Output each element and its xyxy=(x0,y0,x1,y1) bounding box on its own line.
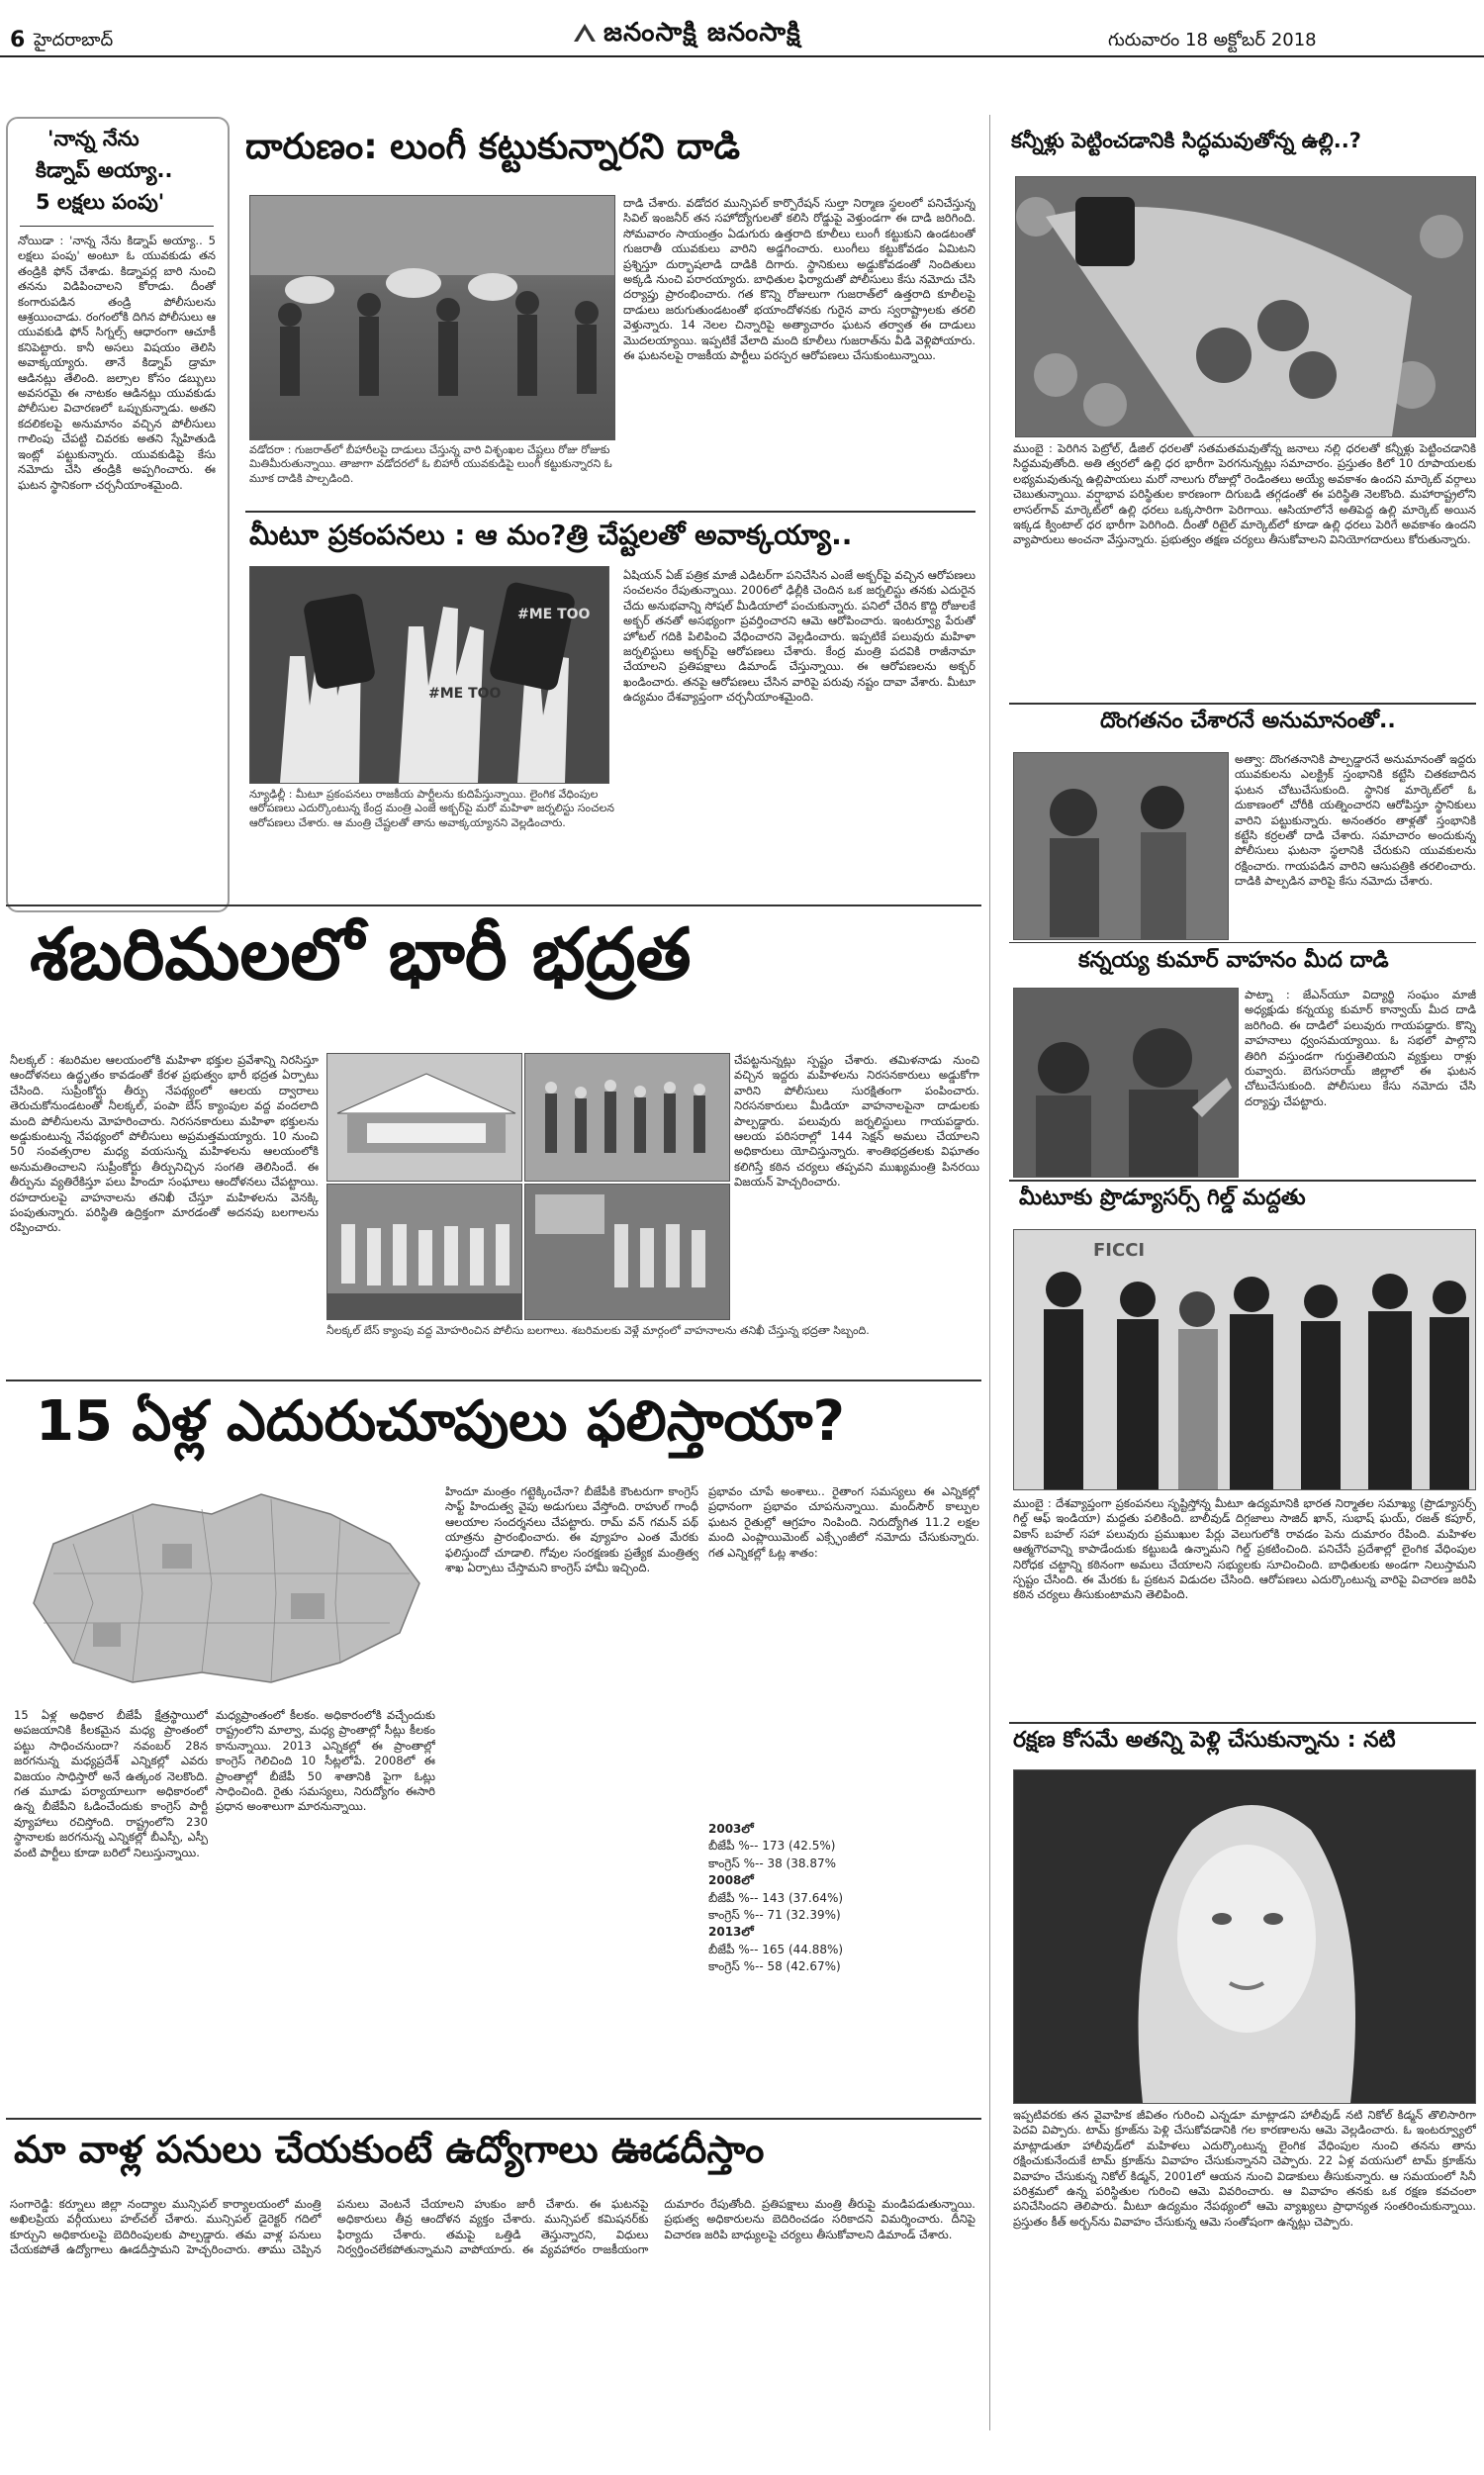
page-header xyxy=(0,0,1484,57)
theft-photo xyxy=(1013,752,1229,940)
mp-election-body-col1: 15 ఏళ్ల అధికార బీజేపీ క్షేత్రస్థాయిలో అపజయానికి కీలకమైన మధ్య ప్రాంతంలో పట్టు సాధించనుందా? నవంబర్ 28న జరగనున్న మధ్యప్రదేశ్ ఎన్నికల్లో ఎవరు విజయం సాధిస్తారో అనే ఉత్కంఠ నెలకొంది. గత మూడు పర్యాయాలుగా అధికారంలో ఉన్న బీజేపీని ఓడించేందుకు కాంగ్రెస్ పార్టీ వ్యూహాలు రచిస్తోంది. రాష్ట్రంలోని 230 స్థానాలకు జరగనున్న ఎన్నికల్లో బీఎస్పీ, ఎస్పీ వంటి పార్టీలు కూడా బరిలో నిలుస్తున్నాయి. xyxy=(14,1708,208,1859)
results-line: కాంగ్రెస్ %-- 58 (42.67%) xyxy=(708,1959,841,1974)
onion-photo xyxy=(1015,176,1476,437)
theft-body: అత్వా: దొంగతనానికి పాల్పడ్డారనే అనుమానంతో ఇద్దరు యువకులను ఎలక్ట్రిక్ స్తంభానికి కట్టేసి చితకబాదిన ఘటన చోటుచేసుకుంది. స్థానిక మార్కెట్‌లో ఓ దుకాణంలో చోరీకి యత్నించారని ఆరోపిస్తూ స్థానికులు వారిని పట్టుకున్నారు. అనంతరం తాళ్లతో స్తంభానికి కట్టేసి కర్రలతో దాడి చేశారు. సమాచారం అందుకున్న పోలీసులు ఘటనా స్థలానికి చేరుకుని యువకులను రక్షించారు. గాయపడిన వారిని ఆసుపత్రికి తరలించారు. దాడికి పాల్పడిన వారిపై కేసు నమోదు చేశారు. xyxy=(1235,752,1476,889)
kidman-headline: రక్షణ కోసమే అతన్ని పెళ్లి చేసుకున్నాను : నటి xyxy=(1013,1728,1396,1753)
lungi-headline: దారుణం: లుంగీ కట్టుకున్నారని దాడి xyxy=(245,127,741,167)
producers-photo xyxy=(1013,1229,1476,1490)
sabarimala-photo-4 xyxy=(524,1184,730,1320)
lungi-photo xyxy=(249,195,615,440)
sabarimala-photo-3 xyxy=(326,1184,522,1320)
results-line: బీజేపీ %-- 173 (42.5%) xyxy=(708,1839,836,1854)
issue-date: గురువారం 18 అక్టోబర్ 2018 xyxy=(1108,30,1317,50)
masthead: జనంసాక్షి జనంసాక్షి xyxy=(603,18,801,48)
kidman-body: ఇప్పటివరకు తన వైవాహిక జీవితం గురించి ఎన్నడూ మాట్లాడని హాలీవుడ్ నటి నికోల్ కిడ్మన్ తొలిసారిగా పెదవి విప్పారు. టామ్ క్రూజ్‌ను పెళ్లి చేసుకోవడానికి గల కారణాలను ఆమె వెల్లడించారు. ఓ ఇంటర్వ్యూలో మాట్లాడుతూ హాలీవుడ్‌లో మహిళలు ఎదుర్కొంటున్న లైంగిక వేధింపుల నుంచి తనను తాను రక్షించుకునేందుకే టామ్ క్రూజ్‌ను వివాహం చేసుకున్నానని చెప్పారు. 22 ఏళ్ల వయసులో టామ్ క్రూజ్‌ను వివాహం చేసుకున్న నికోల్ కిడ్మన్, 2001లో ఆయన నుంచి విడాకులు తీసుకున్నారు. ఆ సమయంలో సినీ పరిశ్రమలో ఉన్న పరిస్థితుల గురించి ఆమె వివరించారు. ఆ వివాహం తనకు ఒక రక్షణ కవచంలా పనిచేసిందని తెలిపారు. మీటూ ఉద్యమం నేపథ్యంలో ఆమె వ్యాఖ్యలు ప్రాధాన్యత సంతరించుకున్నాయి. ప్రస్తుతం కీత్ అర్బన్‌ను వివాహం చేసుకున్న ఆమె సంతోషంగా ఉన్నట్లు చెప్పారు. xyxy=(1013,2108,1476,2229)
sabarimala-photo-1 xyxy=(326,1053,522,1182)
kidnap-headline-line2: కిడ్నాప్ అయ్యా.. xyxy=(36,158,173,182)
lungi-body: దాడి చేశారు. వడోదర మున్సిపల్ కార్పొరేషన్ సుల్తా నిర్మాణ స్థలంలో పనిచేస్తున్న సివిల్ ఇంజనీర్ తన సహోద్యోగులతో కలిసి రోడ్డుపై వెళ్తుండగా ఈ దాడి జరిగింది. సోమవారం సాయంత్రం ఏడుగురు ఉత్తరాది కూలీలు లుంగీ కట్టుకుని ఉండటంతో గుజరాతీ యువకులు వారిని అడ్డగించారు. లుంగీలు కట్టుకోవడం ఏమిటని ప్రశ్నిస్తూ దుర్భాషలాడి దాడికి దిగారు. స్థానికులు అడ్డుకోవడంతో నిందితులు అక్కడి నుంచి పరారయ్యారు. బాధితుల ఫిర్యాదుతో పోలీసులు కేసు నమోదు చేసి దర్యాప్తు ప్రారంభించారు. గత కొన్ని రోజులుగా గుజరాత్‌లో ఉత్తరాది కూలీలపై దాడులు జరుగుతుండటంతో భయాందోళనకు గురైన వారు స్వరాష్ట్రాలకు తరలి వెళ్తున్నారు. 14 నెలల చిన్నారిపై అత్యాచారం ఘటన తర్వాత ఈ దాడులు మొదలయ్యాయి. ఇప్పటికే వేలాది మంది కూలీలు గుజరాత్‌ను వీడి వెళ్లిపోయారు. ఈ ఘటనలపై రాజకీయ పార్టీలు పరస్పర ఆరోపణలు చేసుకుంటున్నాయి. xyxy=(623,196,975,363)
metoo-body: ఏషియన్ ఏజ్ పత్రిక మాజీ ఎడిటర్‌గా పనిచేసిన ఎంజే అక్బర్‌పై వచ్చిన ఆరోపణలు సంచలనం రేపుతున్నాయి. 2006లో ఢిల్లీకి చెందిన ఒక జర్నలిస్టు తనకు ఎదురైన చేదు అనుభవాన్ని సోషల్ మీడియాలో పంచుకున్నారు. పనిలో చేరిన కొద్ది రోజులకే అక్బర్ తనతో అసభ్యంగా ప్రవర్తించారని ఆమె ఆరోపించారు. ఇంటర్వ్యూ పేరుతో హోటల్ గదికి పిలిపించి వేధించారని వెల్లడించారు. ఇప్పటికే పలువురు మహిళా జర్నలిస్టులు అక్బర్‌పై ఆరోపణలు చేశారు. కేంద్ర మంత్రి పదవికి రాజీనామా చేయాలని ప్రతిపక్షాలు డిమాండ్ చేస్తున్నాయి. ఈ ఆరోపణలను అక్బర్ ఖండించారు. తనపై ఆరోపణలు చేసిన వారిపై పరువు నష్టం దావా వేశారు. మీటూ ఉద్యమం దేశవ్యాప్తంగా చర్చనీయాంశమైంది. xyxy=(623,568,975,705)
mp-election-body-col4: ప్రభావం చూపే అంశాలు.. రైతాంగ సమస్యలు ఈ ఎన్నికల్లో ప్రధానంగా ప్రభావం చూపనున్నాయి. మంద్‌సౌర్ కాల్పుల ఘటన రైతుల్లో ఆగ్రహం నింపింది. నిరుద్యోగిత 11.2 లక్షల మంది ఎంప్లాయిమెంట్ ఎక్స్ఛేంజీలో నమోదు చేసుకున్నారు. గత ఎన్నికల్లో ఓట్ల శాతం: xyxy=(708,1484,979,1560)
sabarimala-body-left: నీలక్కల్ : శబరిమల ఆలయంలోకి మహిళా భక్తుల ప్రవేశాన్ని నిరసిస్తూ ఆందోళనలు ఉద్ధృతం కావడంతో కేరళ ప్రభుత్వం భారీ భద్రత ఏర్పాటు చేసింది. సుప్రీంకోర్టు తీర్పు నేపథ్యంలో ఆలయ ద్వారాలు తెరుచుకోనుండటంతో నీలక్కల్, పంపా బేస్ క్యాంపుల వద్ద వందలాది మంది పోలీసులను మోహరించారు. నిరసనకారులు మహిళా భక్తులను అడ్డుకుంటున్న నేపథ్యంలో పోలీసులు అప్రమత్తమయ్యారు. 10 నుంచి 50 సంవత్సరాల మధ్య వయసున్న మహిళలను ఆలయంలోకి అనుమతించాలని సుప్రీంకోర్టు తీర్పునిచ్చిన సంగతి తెలిసిందే. ఈ తీర్పును వ్యతిరేకిస్తూ పలు హిందూ సంఘాలు ఆందోళనలు చేపట్టాయి. రహదారులపై వాహనాలను తనిఖీ చేస్తూ మహిళలను వెనక్కి పంపుతున్నారు. పరిస్థితి ఉద్రిక్తంగా మారడంతో అదనపు బలగాలను రప్పించారు. xyxy=(10,1053,319,1235)
results-line: 2013లో xyxy=(708,1925,754,1940)
theft-headline: దొంగతనం చేశారనే అనుమానంతో.. xyxy=(1100,709,1396,733)
onion-headline: కన్నీళ్లు పెట్టించడానికి సిద్ధమవుతోన్న ఉల్లి..? xyxy=(1011,129,1361,152)
kidnap-story xyxy=(6,117,230,912)
kidnap-headline-line1: 'నాన్న నేను xyxy=(47,127,139,150)
metoo-image-label-1: #ME TOO xyxy=(428,686,502,702)
producers-headline: మీటూకు ప్రొడ్యూసర్స్ గిల్డ్ మద్దతు xyxy=(1019,1186,1306,1210)
sabarimala-photo-2 xyxy=(524,1053,730,1182)
kanhaiya-body: పాట్నా : జేఎన్‌యూ విద్యార్థి సంఘం మాజీ అధ్యక్షుడు కన్నయ్య కుమార్ కాన్వాయ్ మీద దాడి జరిగింది. ఈ దాడిలో పలువురు గాయపడ్డారు. కొన్ని వాహనాలు ధ్వంసమయ్యాయి. ఓ సభలో పాల్గొని తిరిగి వస్తుండగా గుర్తుతెలియని వ్యక్తులు రాళ్లు రువ్వారు. బెగుసరాయ్ జిల్లాలో ఈ ఘటన చోటుచేసుకుంది. పోలీసులు కేసు నమోదు చేసి దర్యాప్తు చేపట్టారు. xyxy=(1245,988,1476,1108)
mp-district-map xyxy=(14,1484,429,1700)
sabarimala-body-right: చేపట్టనున్నట్లు స్పష్టం చేశారు. తమిళనాడు నుంచి వచ్చిన ఇద్దరు మహిళలను నిరసనకారులు అడ్డుకోగా వారిని పోలీసులు సురక్షితంగా పంపించారు. నిరసనకారులు మీడియా వాహనాలపైనా దాడులకు పాల్పడ్డారు. పలువురు జర్నలిస్టులు గాయపడ్డారు. ఆలయ పరిసరాల్లో 144 సెక్షన్ అమలు చేయాలని అధికారులు యోచిస్తున్నారు. శాంతిభద్రతలకు విఘాతం కలిగిస్తే కఠిన చర్యలు తప్పవని ముఖ్యమంత్రి పినరయి విజయన్ హెచ్చరించారు. xyxy=(734,1053,979,1190)
page-number: 6 xyxy=(10,28,26,52)
metoo-image-label-2: #ME TOO xyxy=(517,607,591,622)
masthead-logo-icon xyxy=(572,20,598,46)
kanhaiya-headline: కన్నయ్య కుమార్ వాహనం మీద దాడి xyxy=(1078,948,1389,973)
metoo-photo xyxy=(249,566,609,784)
mp-election-results xyxy=(708,1821,979,2005)
metoo-caption: న్యూఢిల్లీ : మీటూ ప్రకంపనలు రాజకీయ పార్టీలను కుదిపేస్తున్నాయి. లైంగిక వేధింపుల ఆరోపణలు ఎదుర్కొంటున్న కేంద్ర మంత్రి ఎంజే అక్బర్‌పై మరో మహిళా జర్నలిస్టు సంచలన ఆరోపణలు చేశారు. ఆ మంత్రి చేష్టలతో తాను అవాక్కయ్యానని వెల్లడించారు. xyxy=(249,788,615,829)
producers-image-label: FICCI xyxy=(1093,1240,1146,1261)
results-2003-heading: 2003లో xyxy=(708,1822,754,1836)
mp-election-body-col3: హిందూ మంత్రం గట్టెక్కించేనా? బీజేపీకి కౌంటరుగా కాంగ్రెస్ సాఫ్ట్ హిందుత్వ వైపు అడుగులు వేస్తోంది. రాహుల్ గాంధీ ఆలయాల సందర్శనలు చేపట్టారు. రామ్ వన్ గమన్ పథ్ యాత్రను ప్రారంభించారు. ఈ వ్యూహం ఎంత మేరకు ఫలిస్తుందో చూడాలి. గోవుల సంరక్షణకు ప్రత్యేక మంత్రిత్వ శాఖ ఏర్పాటు చేస్తామని కాంగ్రెస్ హామీ ఇచ్చింది. xyxy=(445,1484,698,1575)
kanhaiya-photo xyxy=(1013,988,1239,1178)
lungi-caption: వడోదరా : గుజరాత్‌లో బీహారీలపై దాడులు చేస్తున్న వారి విశృంఖల చేష్టలు రోజు రోజుకు మితిమీరుతున్నాయి. తాజాగా వడోదరలో ఓ బిహారీ యువకుడిపై లుంగీ కట్టుకున్నారని ఓ మూక దాడికి పాల్పడింది. xyxy=(249,443,612,485)
producers-body: ముంబై : దేశవ్యాప్తంగా ప్రకంపనలు సృష్టిస్తోన్న మీటూ ఉద్యమానికి భారత నిర్మాతల సమాఖ్య (ప్రొడ్యూసర్స్ గిల్డ్ ఆఫ్ ఇండియా) మద్దతు పలికింది. బాలీవుడ్ దిగ్గజాలు సాజిద్ ఖాన్, సుభాష్ ఘయ్, రజత్ కపూర్, వికాస్ బహల్ సహా పలువురు ప్రముఖుల పేర్లు వెలుగులోకి రావడం పెను దుమారం రేపింది. మహిళల ఆత్మగౌరవాన్ని కాపాడేందుకు కట్టుబడి ఉన్నామని గిల్డ్ ప్రకటించింది. పనిచేసే ప్రదేశాల్లో లైంగిక వేధింపుల నిరోధక చట్టాన్ని కఠినంగా అమలు చేయాలని సభ్యులకు సూచించింది. బాధితులకు అండగా నిలుస్తామని స్పష్టం చేసింది. ఈ మేరకు ఓ ప్రకటన విడుదల చేసింది. ఆరోపణలు ఎదుర్కొంటున్న వారిపై విచారణ జరిపి కఠిన చర్యలు తీసుకుంటామని తెలిపింది. xyxy=(1013,1496,1476,1602)
sabarimala-headline: శబరిమలలో భారీ భద్రత xyxy=(30,912,692,996)
results-line: 2008లో xyxy=(708,1873,754,1888)
officials-headline: మా వాళ్ల పనులు చేయకుంటే ఉద్యోగాలు ఊడదీస్తాం xyxy=(14,2128,765,2171)
edition-city: హైదరాబాద్ xyxy=(34,30,114,50)
sabarimala-caption: నీలక్కల్ బేస్ క్యాంపు వద్ద మోహరించిన పోలీసు బలగాలు. శబరిమలకు వెళ్లే మార్గంలో వాహనాలను తనిఖీ చేస్తున్న భద్రతా సిబ్బంది. xyxy=(326,1324,870,1337)
results-line: బీజేపీ %-- 143 (37.64%) xyxy=(708,1890,844,1905)
officials-body: సంగారెడ్డి: కర్నూలు జిల్లా నంద్యాల మున్సిపల్ కార్యాలయంలో మంత్రి అఖిలప్రియ వర్గీయులు హల్‌చల్ చేశారు. మున్సిపల్ డైరెక్టర్ గదిలో కూర్చుని అధికారులపై బెదిరింపులకు పాల్పడ్డారు. తమ వాళ్ల పనులు చేయకపోతే ఉద్యోగాలు ఊడదీస్తామని హెచ్చరించారు. తాము చెప్పిన పనులు వెంటనే చేయాలని హుకుం జారీ చేశారు. ఈ ఘటనపై అధికారులు తీవ్ర ఆందోళన వ్యక్తం చేశారు. మున్సిపల్ కమిషనర్‌కు ఫిర్యాదు చేశారు. తమపై ఒత్తిడి తెస్తున్నారని, విధులు నిర్వర్తించలేకపోతున్నామని వాపోయారు. ఈ వ్యవహారం రాజకీయంగా దుమారం రేపుతోంది. ప్రతిపక్షాలు మంత్రి తీరుపై మండిపడుతున్నాయి. ప్రభుత్వ అధికారులను బెదిరించడం సరికాదని విమర్శించారు. దీనిపై విచారణ జరిపి బాధ్యులపై చర్యలు తీసుకోవాలని డిమాండ్ చేశారు. xyxy=(10,2197,975,2257)
kidman-photo xyxy=(1013,1769,1476,2104)
metoo-headline: మీటూ ప్రకంపనలు : ఆ మం?త్రి చేష్టలతో అవాక్కయ్యా.. xyxy=(249,519,853,551)
results-line: కాంగ్రెస్ %-- 38 (38.87% xyxy=(708,1856,836,1870)
kidnap-body: నోయిడా : 'నాన్న నేను కిడ్నాప్ అయ్యా.. 5 లక్షలు పంపు' అంటూ ఓ యువకుడు తన తండ్రికి ఫోన్ చేశాడు. కిడ్నాపర్ల బారి నుంచి తనను విడిపించాలని కోరాడు. దీంతో కంగారుపడిన తండ్రి పోలీసులను ఆశ్రయించాడు. రంగంలోకి దిగిన పోలీసులు ఆ యువకుడి ఫోన్ సిగ్నల్స్ ఆధారంగా ఆచూకీ కనిపెట్టారు. కానీ అసలు విషయం తెలిసి అవాక్కయ్యారు. తానే కిడ్నాప్ డ్రామా ఆడినట్లు తేలింది. జల్సాల కోసం డబ్బులు అవసరమై ఈ నాటకం ఆడినట్లు యువకుడు పోలీసుల విచారణలో ఒప్పుకున్నాడు. అతని కదలికలపై అనుమానం వచ్చిన పోలీసులు గాలింపు చేపట్టి చివరకు అతని స్నేహితుడి ఇంట్లో పట్టుకున్నారు. యువకుడిపై కేసు నమోదు చేసి తండ్రికి అప్పగించారు. ఈ ఘటన స్థానికంగా చర్చనీయాంశమైంది. xyxy=(18,234,216,492)
results-line: కాంగ్రెస్ %-- 71 (32.39%) xyxy=(708,1907,841,1922)
kidnap-headline-line3: 5 లక్షలు పంపు' xyxy=(36,190,165,214)
mp-election-body-col2: మధ్యప్రాంతంలో కీలకం. అధికారంలోకి వచ్చేందుకు రాష్ట్రంలోని మాల్వా, మధ్య ప్రాంతాల్లో సీట్లు కీలకం కానున్నాయి. 2013 ఎన్నికల్లో ఈ ప్రాంతాల్లో కాంగ్రెస్ గెలిచింది 10 సీట్లలోపే. 2008లో ఈ ప్రాంతాల్లో బీజేపీ 50 శాతానికి పైగా ఓట్లు సాధించింది. రైతు సమస్యలు, నిరుద్యోగం ఈసారి ప్రధాన అంశాలుగా మారనున్నాయి. xyxy=(216,1708,435,1814)
onion-body: ముంబై : పెరిగిన పెట్రోల్, డీజిల్ ధరలతో సతమతమవుతోన్న జనాలు నల్లి ధరలతో కన్నీళ్లు పెట్టించడానికి సిద్ధమవుతోంది. అతి త్వరలో ఉల్లి ధర భారీగా పెరగనున్నట్లు సమాచారం. ప్రస్తుతం కిలో 10 రూపాయలకు లభ్యమవుతున్న ఉల్లిపాయలు మరో నాలుగు రోజుల్లో రెండింతలు అయ్యే అవకాశం ఉందని మార్కెట్ వర్గాలు చెబుతున్నాయి. వర్షాభావ పరిస్థితుల కారణంగా దిగుబడి తగ్గడంతో ఈ పరిస్థితి నెలకొంది. మహారాష్ట్రలోని లాసల్‌గావ్ మార్కెట్‌లో ఉల్లి ధరలు ఒక్కసారిగా పెరిగాయి. ఆసియాలోనే అతిపెద్ద ఉల్లి మార్కెట్ అయిన ఇక్కడ క్వింటాల్ ధర భారీగా పెరిగింది. దీంతో రిటైల్ మార్కెట్‌లో కూడా ఉల్లి ధరలు పెరిగే అవకాశం ఉందని వ్యాపారులు అంచనా వేస్తున్నారు. ప్రభుత్వం తక్షణ చర్యలు తీసుకోవాలని వినియోగదారులు కోరుతున్నారు. xyxy=(1013,441,1476,547)
results-line: బీజేపీ %-- 165 (44.88%) xyxy=(708,1942,844,1956)
mp-election-headline: 15 ఏళ్ల ఎదురుచూపులు ఫలిస్తాయా? xyxy=(36,1389,845,1454)
